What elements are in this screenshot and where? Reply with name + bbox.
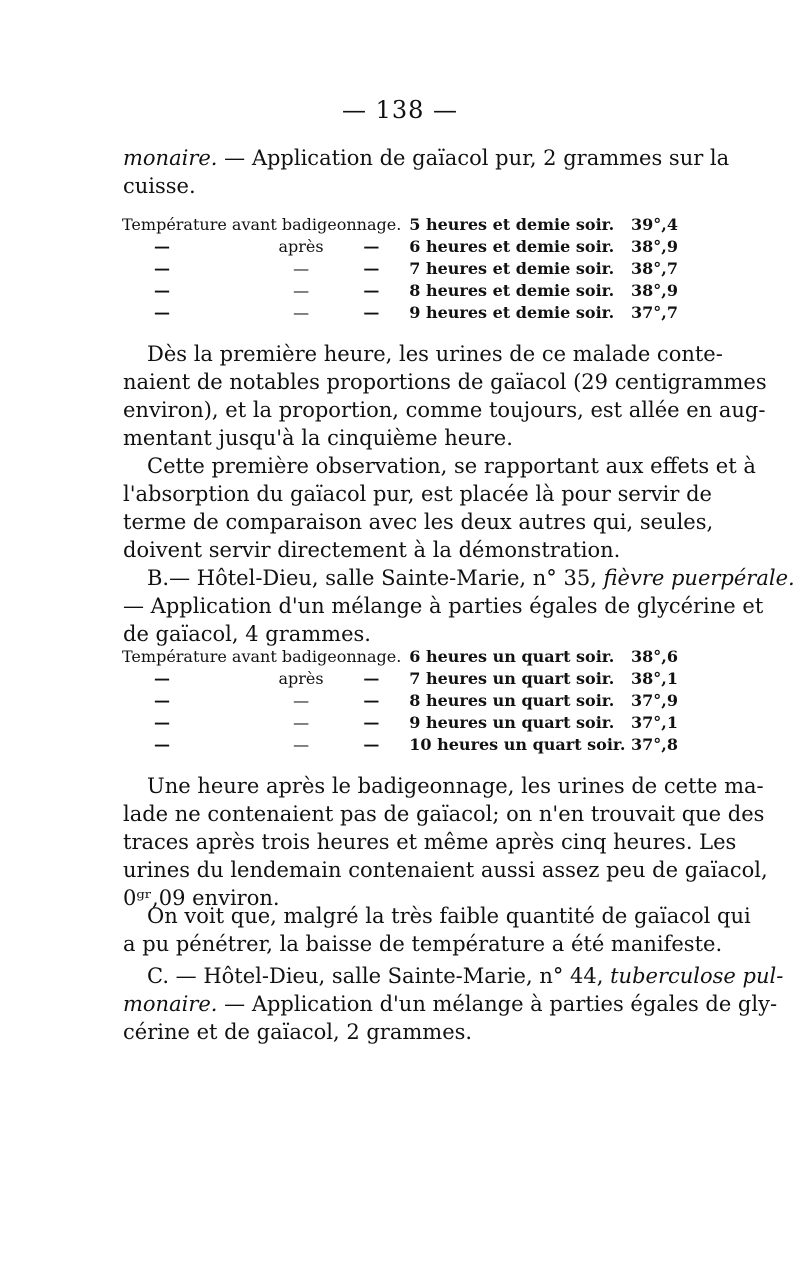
text-line: urines du lendemain contenaient aussi assez peu de gaïacol,	[123, 858, 768, 882]
paragraph-1	[123, 340, 767, 452]
dash-cell: —	[154, 237, 170, 256]
paragraph-4	[123, 772, 768, 912]
temp-cell: 37°,7	[631, 303, 678, 322]
dash-cell: —	[293, 281, 310, 300]
time-cell: 9 heures un quart soir.	[409, 713, 615, 732]
text-line: mentant jusqu'à la cinquième heure.	[123, 426, 513, 450]
observation-c	[123, 962, 784, 1046]
text-run: — Application d'un mélange à parties égales de gly-	[217, 992, 778, 1016]
row-label: Température avant badigeonnage.	[122, 215, 402, 234]
text-line: cérine et de gaïacol, 2 grammes.	[123, 1020, 473, 1044]
table-row	[122, 302, 678, 324]
text-line: doivent servir directement à la démonstration.	[123, 538, 621, 562]
text-line	[123, 144, 730, 172]
text-run: B.— Hôtel-Dieu, salle Sainte-Marie, n° 35,	[147, 566, 604, 590]
time-cell: 7 heures et demie soir.	[409, 259, 615, 278]
time-cell: 8 heures et demie soir.	[409, 281, 615, 300]
dash-cell: —	[363, 735, 380, 754]
text-line: Cette première observation, se rapportant aux effets et à	[147, 454, 756, 478]
text-line	[123, 962, 784, 990]
text-line: Une heure après le badigeonnage, les urines de cette ma-	[147, 774, 764, 798]
text-line: environ), et la proportion, comme toujours, est allée en aug-	[123, 398, 766, 422]
italic-text: monaire.	[123, 146, 218, 170]
dash-cell: —	[363, 237, 380, 256]
time-cell: 6 heures un quart soir.	[409, 647, 615, 666]
temp-cell: 38°,7	[631, 259, 678, 278]
text-line: lade ne contenaient pas de gaïacol; on n'en trouvait que des	[123, 802, 765, 826]
dash-cell: —	[363, 713, 380, 732]
time-cell: 10 heures un quart soir.	[409, 735, 626, 754]
page-number: — 138 —	[341, 96, 459, 124]
paragraph-5	[123, 902, 751, 958]
text-line	[123, 564, 795, 592]
dash-cell: —	[154, 303, 170, 322]
text-line: cuisse.	[123, 174, 196, 198]
table-row	[122, 258, 678, 280]
temperature-table-2	[122, 646, 678, 756]
dash-cell: —	[363, 691, 380, 710]
temp-cell: 38°,1	[631, 669, 678, 688]
table-row	[122, 280, 678, 302]
text-line: 0ᵍʳ,09 environ.	[123, 886, 280, 910]
text-line: terme de comparaison avec les deux autres qui, seules,	[123, 510, 714, 534]
temp-cell: 38°,9	[631, 237, 678, 256]
dash-cell: —	[154, 669, 170, 688]
text-line: l'absorption du gaïacol pur, est placée là pour servir de	[123, 482, 712, 506]
text-line: naient de notables proportions de gaïacol (29 centigrammes	[123, 370, 767, 394]
intro-paragraph	[123, 144, 730, 200]
text-run: C. — Hôtel-Dieu, salle Sainte-Marie, n° 44,	[147, 964, 611, 988]
text-run: — Application de gaïacol pur, 2 grammes sur la	[217, 146, 730, 170]
observation-b	[123, 564, 795, 648]
table-row	[122, 646, 678, 668]
temp-cell: 37°,8	[631, 735, 678, 754]
table-row	[122, 214, 678, 236]
apres-cell: après	[278, 669, 324, 688]
text-line: de gaïacol, 4 grammes.	[123, 622, 371, 646]
time-cell: 8 heures un quart soir.	[409, 691, 615, 710]
dash-cell: —	[293, 303, 310, 322]
dash-cell: —	[154, 691, 170, 710]
italic-text: monaire.	[123, 992, 218, 1016]
table-row	[122, 734, 678, 756]
text-line: On voit que, malgré la très faible quantité de gaïacol qui	[147, 904, 751, 928]
dash-cell: —	[293, 713, 310, 732]
paragraph-2	[123, 452, 756, 564]
table-row	[122, 690, 678, 712]
time-cell: 5 heures et demie soir.	[409, 215, 615, 234]
dash-cell: —	[363, 259, 380, 278]
temperature-table-1	[122, 214, 678, 324]
dash-cell: —	[363, 303, 380, 322]
dash-cell: —	[154, 259, 170, 278]
dash-cell: —	[293, 735, 310, 754]
table-row	[122, 668, 678, 690]
text-line: a pu pénétrer, la baisse de température a été manifeste.	[123, 932, 723, 956]
dash-cell: —	[154, 281, 170, 300]
table-row	[122, 712, 678, 734]
dash-cell: —	[363, 281, 380, 300]
dash-cell: —	[154, 713, 170, 732]
text-line	[123, 990, 778, 1018]
time-cell: 6 heures et demie soir.	[409, 237, 615, 256]
apres-cell: après	[278, 237, 324, 256]
temp-cell: 38°,6	[631, 647, 678, 666]
italic-text: fièvre puerpérale.	[603, 566, 795, 590]
temp-cell: 37°,1	[631, 713, 678, 732]
table-row	[122, 236, 678, 258]
dash-cell: —	[363, 669, 380, 688]
text-line: — Application d'un mélange à parties égales de glycérine et	[123, 594, 764, 618]
text-line: Dès la première heure, les urines de ce malade conte-	[147, 342, 723, 366]
dash-cell: —	[293, 691, 310, 710]
temp-cell: 38°,9	[631, 281, 678, 300]
italic-text: tuberculose pul-	[610, 964, 784, 988]
temp-cell: 37°,9	[631, 691, 678, 710]
row-label: Température avant badigeonnage.	[122, 647, 402, 666]
time-cell: 9 heures et demie soir.	[409, 303, 615, 322]
dash-cell: —	[154, 735, 170, 754]
text-line: traces après trois heures et même après cinq heures. Les	[123, 830, 737, 854]
dash-cell: —	[293, 259, 310, 278]
time-cell: 7 heures un quart soir.	[409, 669, 615, 688]
temp-cell: 39°,4	[631, 215, 678, 234]
